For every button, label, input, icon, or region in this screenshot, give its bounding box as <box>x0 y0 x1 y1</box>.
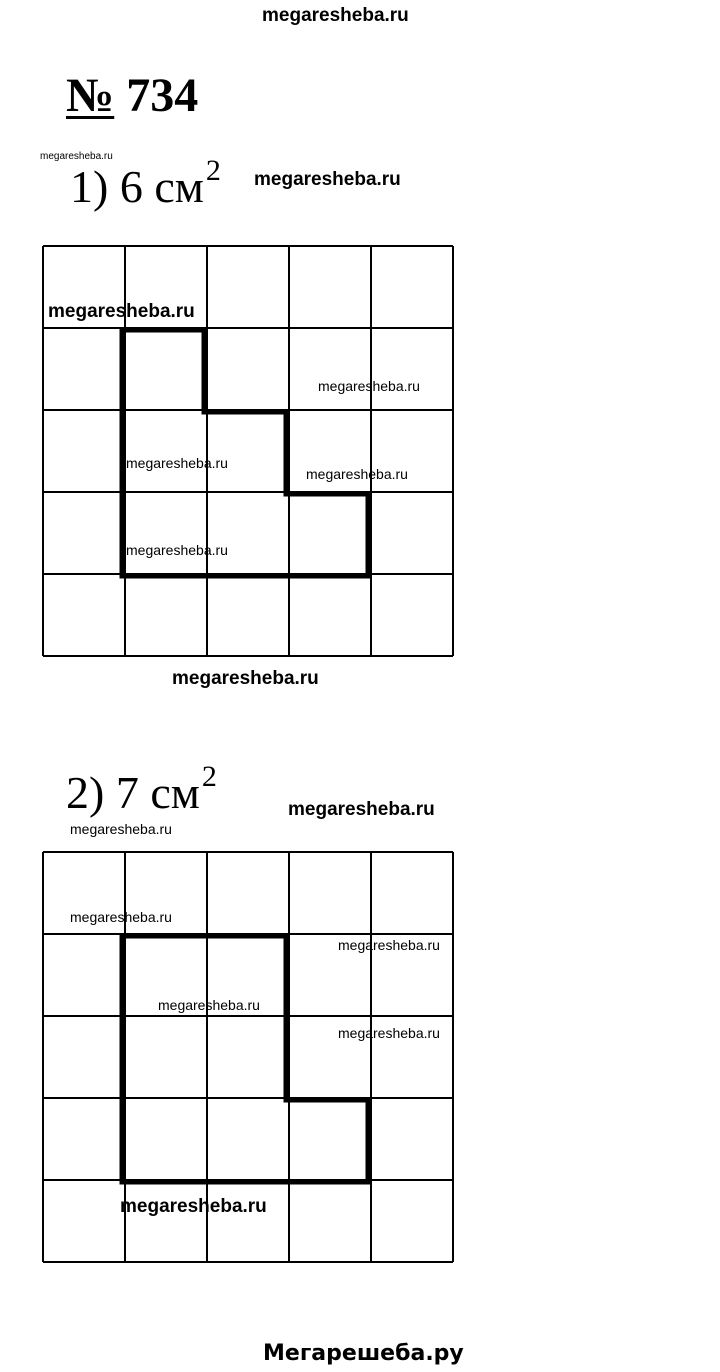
watermark: megaresheba.ru <box>70 821 172 837</box>
shape-outline-1 <box>122 330 368 576</box>
part-2-label-text: 2) 7 см <box>66 767 200 818</box>
problem-number-value: 734 <box>126 69 199 122</box>
part-2-exponent: 2 <box>201 760 217 793</box>
watermark: megaresheba.ru <box>126 455 228 471</box>
footer-site-name: Мегарешеба.ру <box>263 1341 464 1366</box>
watermark: megaresheba.ru <box>172 668 319 689</box>
watermark: megaresheba.ru <box>126 542 228 558</box>
watermark: megaresheba.ru <box>306 466 408 482</box>
watermark: megaresheba.ru <box>48 301 195 322</box>
header-site-name: megaresheba.ru <box>262 5 409 26</box>
watermark: megaresheba.ru <box>318 378 420 394</box>
watermark: megaresheba.ru <box>158 997 260 1013</box>
watermark: megaresheba.ru <box>338 937 440 953</box>
shape-outline-2 <box>122 936 368 1182</box>
part-1-label-text: 1) 6 см <box>70 161 204 212</box>
watermark: megaresheba.ru <box>120 1196 267 1217</box>
part-1-exponent: 2 <box>205 154 221 187</box>
watermark: megaresheba.ru <box>338 1025 440 1041</box>
watermark: megaresheba.ru <box>70 909 172 925</box>
watermark: megaresheba.ru <box>40 151 113 162</box>
number-sign: № <box>66 69 115 122</box>
watermark: megaresheba.ru <box>288 799 435 820</box>
watermark: megaresheba.ru <box>254 169 401 190</box>
